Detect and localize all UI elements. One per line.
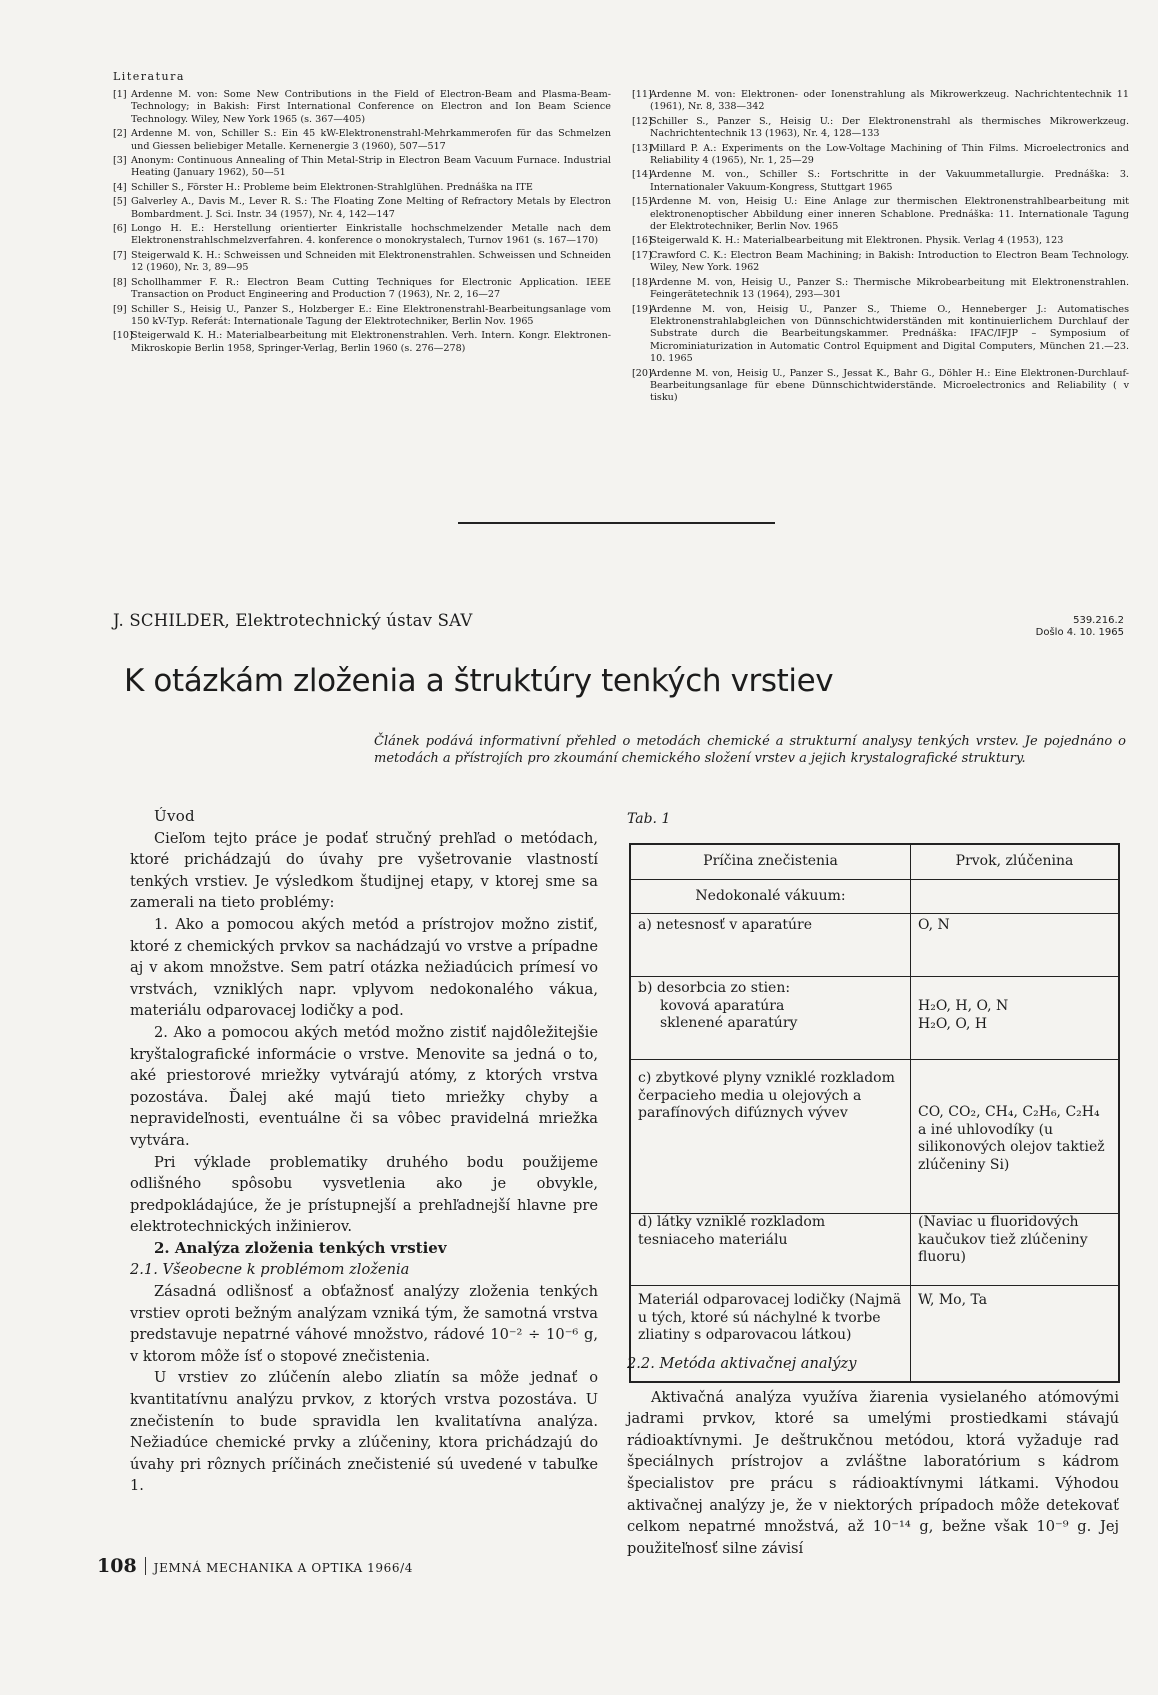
reference-number: [12]: [632, 115, 652, 127]
element-line: H₂O, O, H: [918, 1015, 988, 1032]
reference-item: [632, 143, 1129, 168]
table-row: [630, 1060, 1119, 1214]
reference-item: [113, 277, 611, 302]
references-right-column: [632, 89, 1129, 407]
reference-item: [632, 250, 1129, 275]
reference-text: Schiller S., Förster H.: Probleme beim Elektronen-Strahlglühen. Prednáška na ITE: [131, 181, 533, 193]
reference-number: [17]: [632, 249, 652, 261]
intro-paragraph: Cieľom tejto práce je podať stručný prehľad o metódach, ktoré prichádzajú do úvahy pre vyšetrovanie vlastností tenkých vrstiev. Je výsledkom študijnej etapy, v ktorej sme sa zamerali na tieto problémy:: [130, 829, 598, 912]
table-label: Tab. 1: [627, 811, 671, 827]
cause-line: sklenené aparatúry: [660, 1015, 798, 1031]
reference-text: Millard P. A.: Experiments on the Low-Voltage Machining of Thin Films. Microelectronics and Reliability 4 (1965), Nr. 1, 25—29: [650, 142, 1129, 167]
reference-number: [20]: [632, 367, 652, 379]
reference-number: [5]: [113, 196, 127, 208]
section-paragraph: U vrstiev zo zlúčenín alebo zliatín sa môže jednať o kvantitatívnu analýzu prvkov, z ktorých vrstva pozostáva. U znečistenín to bude spravidla len kvalitatívna analýza. Nežiadúce chemické prvky a zlúčeniny, ktora prichádzajú do úvahy pri rôznych príčinách znečistenié sú uvedené v tabuľke 1.: [130, 1369, 598, 1495]
table-header-element: Prvok, zlúčenina: [911, 844, 1120, 879]
reference-text: Ardenne M. von: Some New Contributions in the Field of Electron-Beam and Plasma-Beam-Technology; in Bakish: First International Conference on Electron and Ion Beam Science Technology. Wiley, New York 1965 (s. 367—405): [131, 89, 611, 125]
journal-name: JEMNÁ MECHANIKA A OPTIKA 1966/4: [153, 1561, 413, 1575]
reference-text: Ardenne M. von, Heisig U., Panzer S.: Thermische Mikrobearbeitung mit Elektronenstrahlen. Feingerätetechnik 13 (1964), 293—301: [650, 276, 1129, 301]
reference-number: [4]: [113, 181, 127, 193]
reference-item: [113, 155, 611, 180]
element-line: H₂O, H, O, N: [918, 998, 1009, 1014]
reference-text: Galverley A., Davis M., Lever R. S.: The Floating Zone Melting of Refractory Metals by Electron Bombardment. J. Sci. Instr. 34 (1957), Nr. 4, 142—147: [131, 196, 611, 220]
reference-text: Ardenne M. von., Schiller S.: Fortschritte in der Vakuummetallurgie. Prednáška: 3. Internationaler Vakuum-Kongress, Stuttgart 1965: [650, 169, 1129, 193]
intro-paragraph: 1. Ako a pomocou akých metód a prístrojov možno zistiť, ktoré z chemických prvkov sa nachádzajú vo vrstve a prípadne aj v akom množstve. Sem patrí otázka nežiadúcich prímesí vo vrstvách, vzniklých napr. vplyvom nedokonalého vákua, materiálu odparovacej lodičky a pod.: [130, 915, 598, 1020]
reference-item: [632, 89, 1129, 114]
reference-item: [113, 223, 611, 248]
reference-item: [632, 196, 1129, 233]
reference-text: Steigerwald K. H.: Schweissen und Schneiden mit Elektronenstrahlen. Schweissen und Schneiden 12 (1960), Nr. 3, 89—95: [131, 249, 611, 274]
reference-number: [11]: [632, 89, 652, 100]
reference-text: Steigerwald K. H.: Materialbearbeitung mit Elektronen. Physik. Verlag 4 (1953), 123: [650, 235, 1064, 247]
reference-item: [632, 235, 1129, 247]
contamination-table: [629, 843, 1120, 1383]
table-cell-element: (Naviac u fluoridových kaučukov tiež zlúčeniny fluoru): [911, 1214, 1120, 1286]
right-text-column: [627, 1353, 1119, 1559]
table-group-label: Nedokonalé vákuum:: [630, 879, 911, 914]
article-author: J. SCHILDER, Elektrotechnický ústav SAV: [113, 611, 473, 630]
reference-item: [632, 368, 1129, 405]
reference-text: Schiller S., Heisig U., Panzer S., Holzberger E.: Eine Elektronenstrahl-Bearbeitungsanlage vom 150 kV-Typ. Referát: Internationale Tagung der Elektrotechniker, Berlin Nov. 1965: [131, 303, 611, 327]
reference-text: Anonym: Continuous Annealing of Thin Metal-Strip in Electron Beam Vacuum Furnace. Industrial Heating (January 1962), 50—51: [131, 155, 611, 179]
reference-item: [113, 182, 611, 194]
cause-line: b) desorbcia zo stien:: [638, 980, 791, 996]
table-cell-cause: Materiál odparovacej lodičky (Najmä u tých, ktoré sú náchylné k tvorbe zliatiny s odparovacou látkou): [630, 1286, 911, 1383]
reference-text: Ardenne M. von, Heisig U.: Eine Anlage zur thermischen Elektronenstrahlbearbeitung mit elektronenoptischer Abbildung einer inneren Schablone. Prednáška: 11. Internationale Tagung der Elektrotechniker, Berlin Nov. 1965: [650, 196, 1129, 233]
reference-number: [10]: [113, 330, 133, 342]
section-2-heading: 2. Analýza zloženia tenkých vrstiev: [154, 1238, 447, 1257]
section-paragraph: Zásadná odlišnosť a obťažnosť analýzy zloženia tenkých vrstiev oproti bežným analýzam vzniká tým, že samotná vrstva predstavuje nepatrné váhové množstvo, rádové 10⁻² ÷ 10⁻⁶ g, v ktorom môže ísť o stopové znečistenia.: [130, 1283, 598, 1365]
reference-item: [113, 250, 611, 275]
reference-item: [113, 128, 611, 153]
section-2-1-heading: 2.1. Všeobecne k problémom zloženia: [130, 1261, 410, 1279]
article-title: K otázkám zloženia a štruktúry tenkých vrstiev: [124, 663, 834, 699]
reference-item: [113, 304, 611, 329]
reference-number: [1]: [113, 89, 127, 100]
reference-number: [13]: [632, 142, 652, 154]
cause-line: kovová aparatúra: [660, 997, 785, 1014]
reference-item: [632, 277, 1129, 302]
reference-number: [8]: [113, 276, 127, 288]
intro-paragraph: 2. Ako a pomocou akých metód možno zistiť najdôležitejšie kryštalografické informácie o vrstve. Menovite sa jedná o to, aké priestorové mriežky vytvárajú atómy, z ktorých vrstva pozostáva. Ďalej aké majú tieto mriežky chyby a nepravideľnosti, eventuálne či sa vôbec pravidelná mriežka vytvára.: [130, 1023, 598, 1149]
reference-item: [113, 330, 611, 355]
table-cell-cause: d) látky vzniklé rozkladom tesniaceho materiálu: [630, 1214, 911, 1286]
reference-number: [19]: [632, 303, 652, 315]
page-footer: [97, 1555, 413, 1577]
reference-text: Schollhammer F. R.: Electron Beam Cutting Techniques for Electronic Application. IEEE Transaction on Product Engineering and Production 7 (1963), Nr. 2, 16—27: [131, 276, 611, 301]
page-number: 108: [97, 1555, 137, 1577]
reference-item: [113, 89, 611, 126]
table-group-row: [630, 879, 1119, 914]
table-header-cause: Príčina znečistenia: [630, 844, 911, 879]
table-cell-cause: c) zbytkové plyny vzniklé rozkladom čerpacieho media u olejových a parafínových difúznych vývev: [630, 1060, 911, 1214]
reference-text: Crawford C. K.: Electron Beam Machining; in Bakish: Introduction to Electron Beam Technology. Wiley, New York. 1962: [650, 249, 1129, 274]
reference-item: [632, 169, 1129, 194]
intro-paragraph: Pri výklade problematiky druhého bodu použijeme odlišného spôsobu vysvetlenia ako je obvykle, predpokládajúce, že je prístupnejší a prehľadnejší hlavne pre elektrotechnických inžinierov.: [130, 1153, 598, 1236]
table-cell-element: CO, CO₂, CH₄, C₂H₆, C₂H₄ a iné uhlovodíky (u silikonových olejov taktiež zlúčeniny Si): [911, 1060, 1120, 1214]
udc-code: 539.216.2: [1073, 615, 1124, 626]
article-meta: [1000, 615, 1124, 639]
reference-number: [3]: [113, 155, 127, 167]
table-cell-element: [911, 977, 1120, 1060]
intro-heading: Úvod: [154, 807, 195, 825]
table-row: [630, 977, 1119, 1060]
table-cell-cause: a) netesnosť v aparatúre: [630, 914, 911, 977]
table-row: [630, 914, 1119, 977]
reference-number: [2]: [113, 128, 127, 140]
reference-number: [15]: [632, 196, 652, 208]
references-left-column: [113, 89, 611, 357]
reference-number: [7]: [113, 249, 127, 261]
table-header-row: [630, 844, 1119, 879]
literature-heading: Literatura: [113, 70, 185, 83]
section-divider: [458, 522, 775, 524]
reference-text: Ardenne M. von, Heisig U., Panzer S., Jessat K., Bahr G., Döhler H.: Eine Elektronen-Durchlauf-Bearbeitungsanlage für ebene Dünnschichtwiderstände. Microelectronics and Reliability ( v tisku): [650, 367, 1129, 404]
reference-number: [6]: [113, 223, 127, 235]
table-cell: [911, 879, 1120, 914]
table-cell-cause: [630, 977, 911, 1060]
received-date: Došlo 4. 10. 1965: [1035, 627, 1124, 638]
reference-text: Ardenne M. von, Schiller S.: Ein 45 kW-Elektronenstrahl-Mehrkammerofen für das Schmelzen und Giessen beliebiger Metalle. Kernenergie 3 (1960), 507—517: [131, 128, 611, 152]
table-row: [630, 1214, 1119, 1286]
reference-item: [632, 304, 1129, 366]
footer-separator: [145, 1557, 146, 1575]
reference-text: Ardenne M. von: Elektronen- oder Ionenstrahlung als Mikrowerkzeug. Nachrichtentechnik 11 (1961), Nr. 8, 338—342: [650, 89, 1129, 113]
section-paragraph: Aktivačná analýza využíva žiarenia vysielaného atómovými jadrami prvkov, ktoré sa umelými prostiedkami stávajú rádioaktívnymi. Je deštrukčnou metódou, ktorá vyžaduje rad špeciálnych prístrojov a zvláštne laboratórium s kádrom špecialistov pre prácu s rádioaktívnymi látkami. Výhodou aktivačnej analýzy je, že v niektorých prípadoch môže detekovať celkom nepatrné množstvá, až 10⁻¹⁴ g, bežne však 10⁻⁹ g. Jej použiteľnosť silne závisí: [627, 1388, 1119, 1557]
reference-number: [14]: [632, 169, 652, 181]
reference-item: [113, 196, 611, 221]
reference-text: Ardenne M. von, Heisig U., Panzer S., Thieme O., Henneberger J.: Automatisches Elektronenstrahlabgleichen von Dünnschichtwiderständen mit kontinuierlichem Durchlauf der Substrate durch die Bearbeitungskammer. Prednáška: IFAC/IFJP – Symposium of Microminiaturization in Automatic Control Equipment and Digital Computers, München 21.—23. 10. 1965: [650, 303, 1129, 365]
left-text-column: [130, 806, 598, 1497]
section-2-2-heading: 2.2. Metóda aktivačnej analýzy: [627, 1355, 857, 1372]
reference-text: Steigerwald K. H.: Materialbearbeitung mit Elektronenstrahlen. Verh. Intern. Kongr. Elektronen-Mikroskopie Berlin 1958, Springer-Verlag, Berlin 1960 (s. 276—278): [131, 330, 611, 354]
table-cell-element: W, Mo, Ta: [911, 1286, 1120, 1383]
reference-item: [632, 116, 1129, 141]
article-abstract: Článek podává informativní přehled o metodách chemické a strukturní analysy tenkých vrstev. Je pojednáno o metodách a přístrojích pro zkoumání chemického složení vrstev a jejich krystalografické struktury.: [374, 734, 1126, 766]
reference-number: [16]: [632, 235, 652, 247]
table-cell-element: O, N: [911, 914, 1120, 977]
reference-number: [9]: [113, 303, 127, 315]
reference-number: [18]: [632, 276, 652, 288]
reference-text: Schiller S., Panzer S., Heisig U.: Der Elektronenstrahl als thermisches Mikrowerkzeug. Nachrichtentechnik 13 (1963), Nr. 4, 128—133: [650, 115, 1129, 140]
reference-text: Longo H. E.: Herstellung orientierter Einkristalle hochschmelzender Metalle nach dem Elektronenstrahlschmelzverfahren. 4. konference o monokrystalech, Turnov 1961 (s. 167—170): [131, 223, 611, 247]
